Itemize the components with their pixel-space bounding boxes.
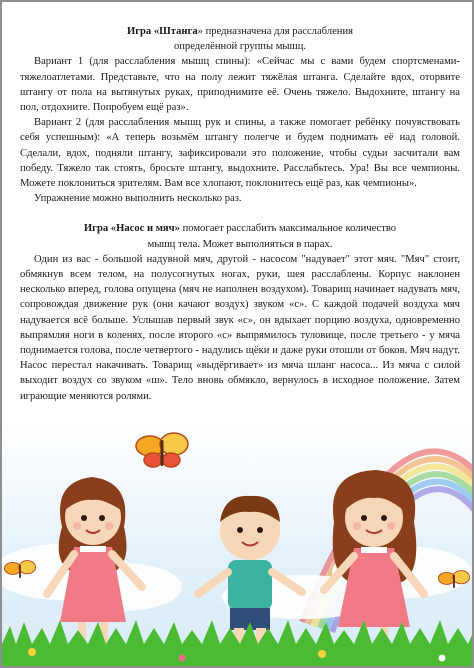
game2-description: Один из вас - большой надувной мяч, другой - насосом "надувает" этот мяч. "Мяч" стоит, обмякнув всем телом, на полусогнутых ногах, руки, шея расслаблены. Корпус наклонен несколько вперед, голова опущена (мяч не наполнен воздухом). Товарищ начинает надувать мяч, сопровождая движение рук (они качают воздух) звуком «с». С каждой подачей воздуха мяч надувается всё больше. Услышав первый звук «с», он вдыхает порцию воздуха, одновременно выпрямляя ноги в коленях, после второго «с» выпрямилось туловище, после третьего - у мяча поднимается голова, после четвертого - надулись щёки и даже руки отошли от боков. Мяч надут. Насос перестал накачивать. Товарищ «выдёргивает» из мяча шланг насоса... Из мяча с силой выходит воздух со звуком «ш». Тело вновь обмякло, вернулось в исходное положение. Затем играющие меняются ролями.: [20, 253, 460, 402]
game2-title-suffix: помогает расслабить максимальное количество: [179, 223, 397, 235]
game1-repeat-note: Упражнение можно выполнить несколько раз.: [34, 193, 242, 205]
game1-title: [20, 24, 460, 39]
illustration: [2, 422, 474, 668]
game1-variant2: Вариант 2 (для расслабления мышц рук и спины, а также помогает ребёнку почувствовать себя успешным): «А теперь возьмём штангу полегче и будем поднимать её над головой. Сделали, вдох, подняли штангу, зафиксировали это положение, чтобы судьи засчитали вам победу. Тяжело так стоять, бросьте штангу, выдохните. Расслабьтесь. Ура! Вы все чемпионы. Можете поклониться зрителям. Вам все хлопают, поклонитесь ещё раз, как чемпионы».: [20, 117, 460, 190]
children-illustration: [2, 422, 474, 668]
game1-title-prefix: Игра «: [126, 26, 160, 37]
game2-title-name: Игра «Насос и мяч»: [83, 223, 180, 235]
game1-variant1: Вариант 1 (для расслабления мышц спины): «Сейчас мы с вами будем спортсменами-тяжелоатлетами. Представьте, что на полу лежит тяжёлая штанга. Сделайте вдох, оторвите штангу от пола на вытянутых руках, приподнимите её. Очень тяжело. Выдохните, штангу на пол, отдохните. Попробуем ещё раз».: [20, 56, 460, 114]
text-content: [20, 24, 460, 404]
game1-title-name: Штанга: [159, 26, 198, 37]
game1-title-suffix: » предназначена для расслабления: [197, 26, 353, 37]
game1-title-line2: определённой группы мышц.: [173, 41, 307, 53]
game2-title-line2: мышц тела. Может выполняться в парах.: [147, 238, 333, 250]
game2-title: [20, 221, 460, 236]
spacer: [20, 206, 460, 221]
butterfly-icon: [136, 433, 188, 467]
